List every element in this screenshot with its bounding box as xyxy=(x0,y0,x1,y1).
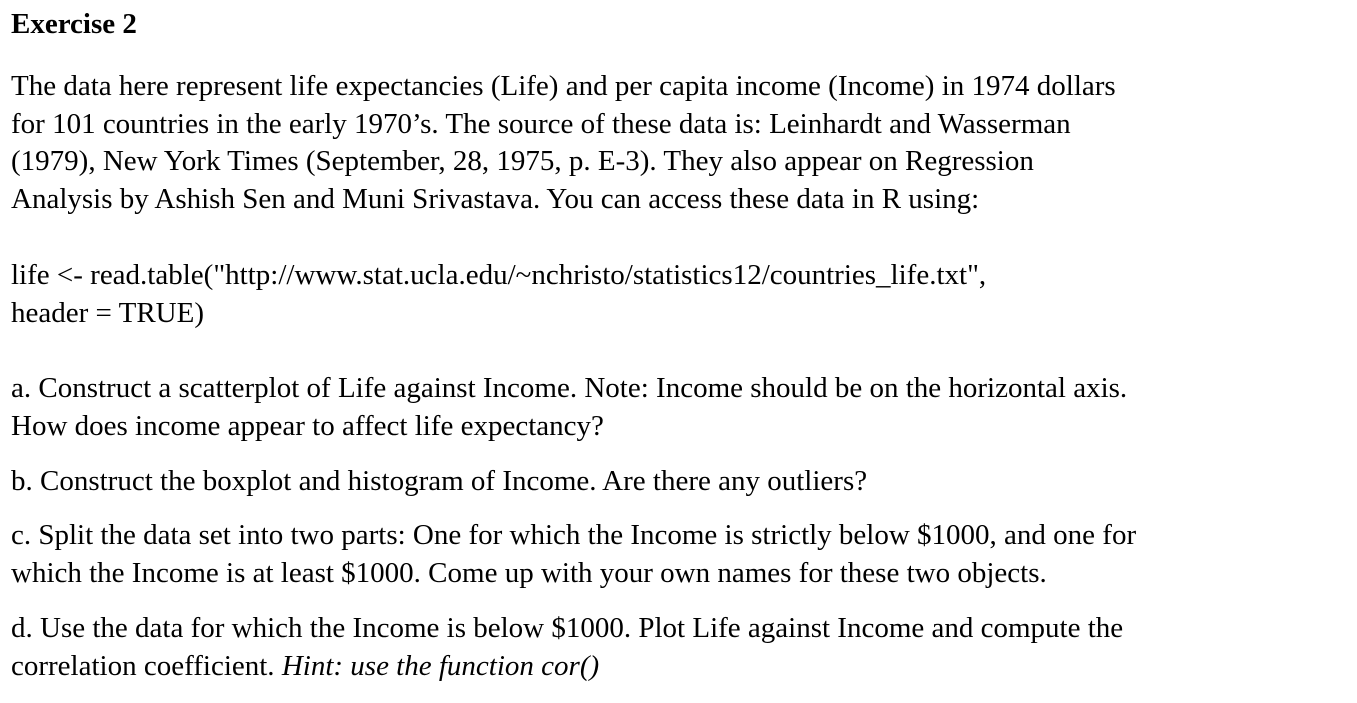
question-d-text: correlation coefficient. xyxy=(11,649,282,682)
question-d xyxy=(11,610,1123,685)
question-a-line: a. Construct a scatterplot of Life against Income. Note: Income should be on the horizontal axis. xyxy=(11,372,1128,404)
code-line: header = TRUE) xyxy=(11,296,204,329)
question-c xyxy=(11,517,1136,592)
intro-line: (1979), New York Times (September, 28, 1975, p. E-3). They also appear on Regression xyxy=(11,145,1034,177)
intro-paragraph xyxy=(11,68,1116,218)
question-b-line: b. Construct the boxplot and histogram of Income. Are there any outliers? xyxy=(11,465,868,497)
question-c-line: which the Income is at least $1000. Come up with your own names for these two objects. xyxy=(11,556,1047,589)
r-code-block xyxy=(11,257,986,332)
intro-line: Analysis by Ashish Sen and Muni Srivastava. You can access these data in R using: xyxy=(11,182,980,215)
question-d-line xyxy=(11,648,1123,686)
question-b xyxy=(11,463,867,501)
question-a-line: How does income appear to affect life expectancy? xyxy=(11,409,604,442)
question-c-line: c. Split the data set into two parts: One for which the Income is strictly below $1000, and one for xyxy=(11,519,1137,551)
exercise-title: Exercise 2 xyxy=(11,8,137,40)
question-a xyxy=(11,370,1127,445)
intro-line: The data here represent life expectancies (Life) and per capita income (Income) in 1974 dollars xyxy=(11,70,1116,102)
question-d-line: d. Use the data for which the Income is below $1000. Plot Life against Income and compute the xyxy=(11,612,1124,644)
intro-line: for 101 countries in the early 1970’s. The source of these data is: Leinhardt and Wasserman xyxy=(11,107,1071,140)
code-line: life <- read.table("http://www.stat.ucla.edu/~nchristo/statistics12/countries_life.txt", xyxy=(11,259,987,291)
hint-text: Hint: use the function cor() xyxy=(281,649,600,682)
